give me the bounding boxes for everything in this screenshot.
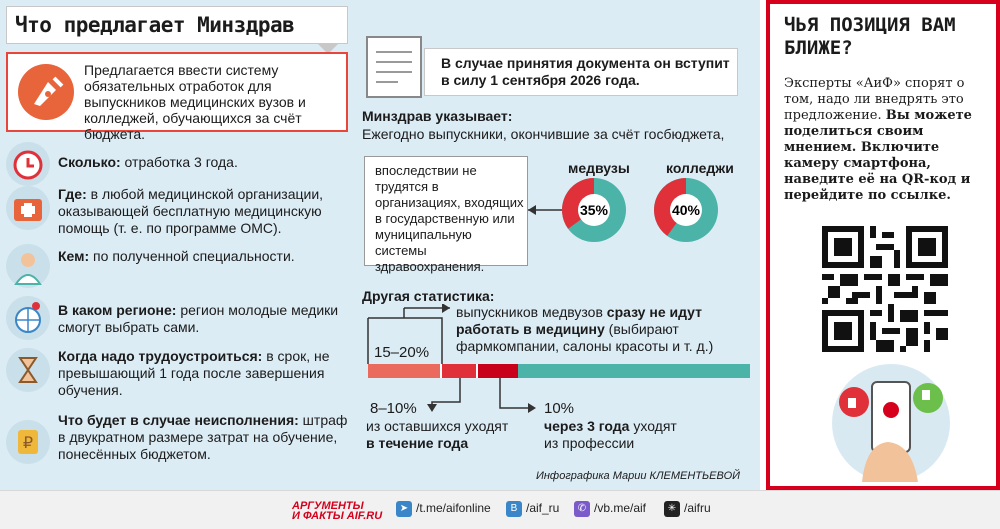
credit: Инфографика Марии КЛЕМЕНТЬЕВОЙ	[536, 470, 741, 482]
item-penalty	[6, 412, 356, 464]
bar-segment-three-years	[478, 364, 518, 378]
globe-pin-icon	[6, 296, 50, 340]
minzdrav-text: Ежегодно выпускники, окончившие за счёт госбюджета,	[362, 126, 725, 142]
item-label: Когда надо трудоустроиться:	[58, 348, 263, 364]
bar-segment-first-year	[442, 364, 476, 378]
right-text-pre: Эксперты «АиФ» спорят о том, надо ли внедрять это предложение.	[784, 76, 965, 123]
document-icon	[366, 36, 422, 98]
other-stats-title: Другая статистика:	[362, 288, 495, 304]
item-label: Где:	[58, 186, 87, 202]
item-region	[6, 296, 356, 340]
stat-a-text	[366, 418, 526, 452]
footer-logo[interactable]	[292, 501, 382, 521]
ruble-coin-icon	[6, 420, 50, 464]
item-value: в срок, не превышающий 1 года после завершения обучения.	[58, 348, 330, 398]
doc-note-box	[424, 48, 738, 96]
hourglass-icon	[6, 348, 50, 392]
right-title: ЧЬЯ ПОЗИЦИЯ ВАМ БЛИЖЕ?	[784, 14, 956, 59]
bar-segment-rest	[518, 364, 750, 378]
stat-b-bold: через 3 года	[544, 418, 630, 434]
right-text-bold: Вы можете поделиться своим мнением. Включите камеру смартфона, наведите её на QR-код и перейдите по ссылке.	[784, 108, 972, 203]
stat-a-value: 8–10%	[370, 400, 417, 417]
telegram-icon: ➤	[396, 501, 412, 517]
viber-icon: ✆	[574, 501, 590, 517]
right-text	[784, 76, 988, 204]
stat-b-value: 10%	[544, 400, 575, 417]
footer	[0, 490, 1000, 529]
stat-b-text	[544, 418, 694, 452]
item-value: штраф в двукратном размере затрат на обучение, понесённых бюджетом.	[58, 412, 348, 462]
stat-range-bold: сразу не идут работать в медицину	[456, 304, 702, 337]
doc-note: В случае принятия документа он вступит в силу 1 сентября 2026 года.	[441, 55, 730, 88]
page-title: Что предлагает Минздрав	[15, 13, 295, 37]
footer-logo-line2: И ФАКТЫ AIF.RU	[292, 510, 383, 522]
item-how-long	[6, 142, 356, 182]
right-panel	[766, 0, 1000, 490]
social-label: /t.me/aifonline	[416, 501, 491, 516]
stat-range-value: 15–20%	[374, 344, 430, 361]
title-box	[6, 6, 348, 44]
intro-box	[6, 52, 348, 142]
bar-connectors	[420, 378, 560, 414]
social-viber[interactable]	[574, 501, 646, 517]
doctor-icon	[6, 244, 50, 288]
item-label: Что будет в случае неисполнения:	[58, 412, 299, 428]
stat-b-post: уходят из профессии	[544, 418, 677, 451]
vk-icon: В	[506, 501, 522, 517]
item-label: Сколько:	[58, 154, 121, 170]
pie-label-colleges: колледжи	[666, 160, 734, 176]
medical-kit-icon	[6, 186, 50, 230]
item-label: В каком регионе:	[58, 302, 177, 318]
social-vk[interactable]	[506, 501, 559, 517]
arrow-head-left	[528, 205, 536, 215]
pie-value-label: 40%	[671, 202, 701, 218]
social-telegram[interactable]	[396, 501, 491, 517]
social-label: /vb.me/aif	[594, 501, 647, 516]
social-label: /aif_ru	[526, 501, 560, 516]
stat-a-bold: в течение года	[366, 435, 469, 451]
bar-segment-range	[368, 364, 440, 378]
social-label: /aifru	[684, 501, 711, 516]
item-when	[6, 348, 356, 400]
social-dzen[interactable]	[664, 501, 711, 517]
item-value: в любой медицинской организации, оказывающей бесплатную медицинскую помощь (т. е. по программе ОМС).	[58, 186, 324, 236]
fountain-pen-icon	[18, 64, 74, 120]
svg-text:₽: ₽	[22, 435, 34, 452]
pie-value-label: 35%	[579, 202, 609, 218]
stat-a-pre: из оставшихся уходят	[366, 418, 509, 434]
footer-logo-line1: АРГУМЕНТЫ	[292, 500, 364, 512]
stat-bar	[368, 364, 750, 378]
item-value: отработка 3 года.	[120, 154, 238, 170]
stat-range-post: (выбирают фармкомпании, салоны красоты и т. д.)	[456, 321, 714, 354]
item-where	[6, 186, 356, 238]
item-value: по полученной специальности.	[89, 248, 295, 264]
dzen-icon: ✳	[664, 501, 680, 517]
alarm-clock-icon	[6, 142, 50, 186]
pie-label-universities: медвузы	[568, 160, 630, 176]
intro-text: Предлагается ввести систему обязательных отработок для выпускников медицинских вузов и колледжей, обучающихся за счёт бюджета.	[84, 62, 306, 142]
smartphone-vote-icon	[832, 364, 950, 482]
stat-range-pre: выпускников медвузов	[456, 304, 607, 320]
stat-range-text	[456, 304, 746, 355]
pies-area	[520, 176, 760, 256]
after-box	[364, 156, 528, 274]
minzdrav-title: Минздрав указывает:	[362, 108, 513, 124]
after-text: впоследствии не трудятся в организациях, входящих в государственную или муниципальную системы здравоохранения.	[375, 163, 524, 274]
item-who	[6, 244, 356, 288]
qr-code[interactable]	[822, 226, 948, 352]
item-label: Кем:	[58, 248, 90, 264]
item-value: регион молодые медики смогут выбрать сами.	[58, 302, 339, 335]
